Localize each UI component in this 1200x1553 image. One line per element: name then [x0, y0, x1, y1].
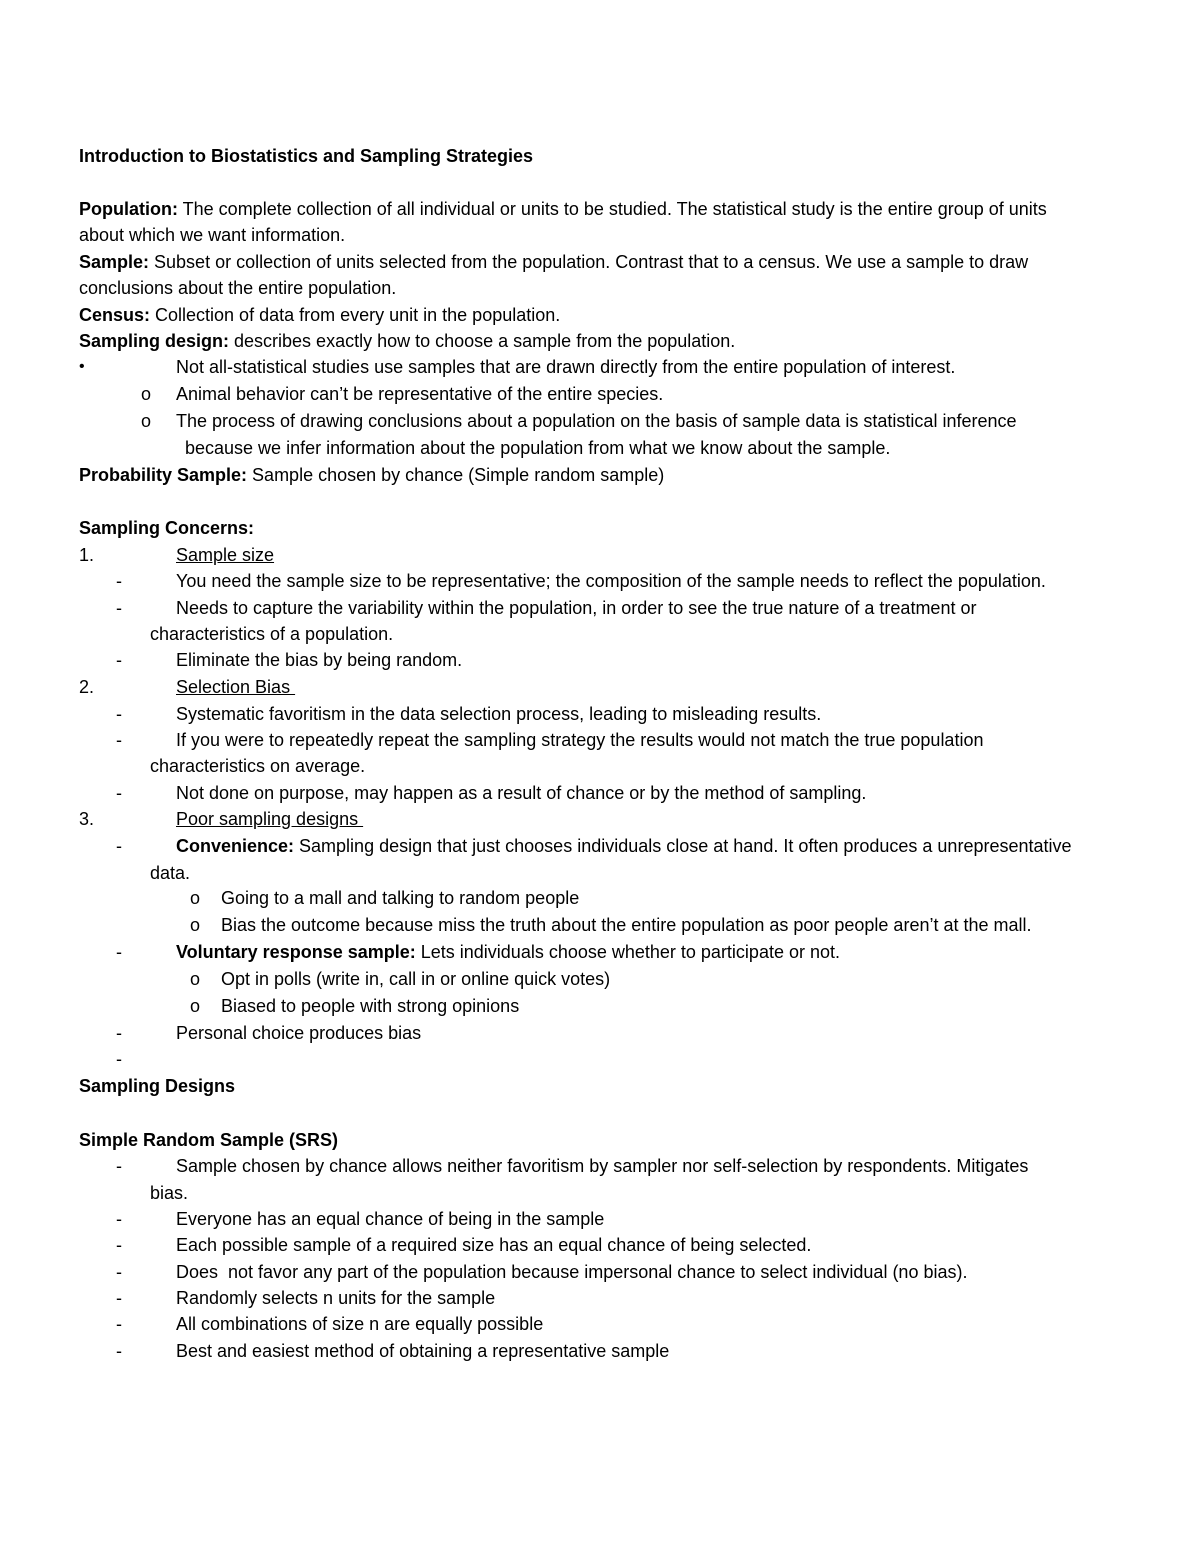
list-item-text: The process of drawing conclusions about a population on the basis of sample data is statistical inference: [176, 411, 1017, 431]
designs-heading: Sampling Designs: [79, 1076, 236, 1096]
list-item: [0, 939, 1200, 965]
list-item-text: If you were to repeatedly repeat the sampling strategy the results would not match the true population: [176, 730, 984, 750]
census-term: Census:: [79, 305, 151, 325]
list-item-text: Sample chosen by chance allows neither favoritism by sampler nor self-selection by respondents. Mitigates: [176, 1156, 1029, 1176]
sample-text: Subset or collection of units selected from the population. Contrast that to a census. We use a sample to draw: [149, 252, 1029, 272]
list-item: [0, 885, 1200, 911]
item-title: Poor sampling designs: [176, 809, 364, 829]
dash-marker: -: [116, 704, 122, 724]
design-text: describes exactly how to choose a sample from the population.: [229, 331, 736, 351]
dash-marker: -: [116, 783, 122, 803]
list-item-text: Each possible sample of a required size has an equal chance of being selected.: [176, 1235, 812, 1255]
list-item: [0, 595, 1200, 621]
list-item-text: Going to a mall and talking to random people: [221, 888, 580, 908]
list-item: [0, 408, 1200, 434]
list-item-text: Needs to capture the variability within the population, in order to see the true nature of a treatment or: [176, 598, 977, 618]
dash-marker: -: [116, 650, 122, 670]
list-item: [0, 780, 1200, 806]
list-item: [0, 701, 1200, 727]
list-item-text: Not all-statistical studies use samples that are drawn directly from the entire population of interest.: [176, 357, 956, 377]
concerns-heading-line: [0, 515, 1200, 541]
dash-marker: -: [116, 1156, 122, 1176]
list-item-text: Animal behavior can’t be representative of the entire species.: [176, 384, 664, 404]
dash-marker: -: [116, 730, 122, 750]
list-item-cont: [0, 1180, 1200, 1206]
list-item-text: Randomly selects n units for the sample: [176, 1288, 496, 1308]
list-item-text: You need the sample size to be representative; the composition of the sample needs to reflect the population.: [176, 571, 1046, 591]
concerns-heading: Sampling Concerns:: [79, 518, 255, 538]
dash-marker: -: [116, 1235, 122, 1255]
dash-marker: -: [116, 1314, 122, 1334]
list-item-text: Sampling design that just chooses individuals close at hand. It often produces a unrepresentative: [294, 836, 1072, 856]
numbered-item: [0, 806, 1200, 832]
circle-marker: o: [141, 384, 152, 404]
dash-marker: -: [116, 1023, 122, 1043]
bullet-marker: •: [79, 358, 85, 375]
list-item-cont: [0, 753, 1200, 779]
list-item: [0, 381, 1200, 407]
list-item-text: Does not favor any part of the population because impersonal chance to select individual (no bias).: [176, 1262, 968, 1282]
census-text: Collection of data from every unit in the population.: [150, 305, 561, 325]
list-item: [0, 993, 1200, 1019]
list-item-text: Personal choice produces bias: [176, 1023, 422, 1043]
list-item: [0, 568, 1200, 594]
dash-marker: -: [116, 1209, 122, 1229]
probability-term: Probability Sample:: [79, 465, 248, 485]
circle-marker: o: [190, 888, 201, 908]
item-number: 1.: [79, 545, 95, 565]
list-item-text: All combinations of size n are equally possible: [176, 1314, 544, 1334]
design-definition: [0, 328, 1200, 354]
list-item-text: Bias the outcome because miss the truth about the entire population as poor people aren’t at the mall.: [221, 915, 1032, 935]
list-item: [0, 1259, 1200, 1285]
list-item-cont: [0, 860, 1200, 886]
voluntary-term: Voluntary response sample:: [176, 942, 416, 962]
design-term: Sampling design:: [79, 331, 230, 351]
sample-definition: [0, 249, 1200, 275]
srs-heading-line: [0, 1127, 1200, 1153]
srs-heading: Simple Random Sample (SRS): [79, 1130, 339, 1150]
probability-definition: [0, 462, 1200, 488]
item-number: 2.: [79, 677, 95, 697]
item-title: Sample size: [176, 545, 275, 565]
list-item-text: characteristics on average.: [150, 756, 366, 776]
list-item-text: Eliminate the bias by being random.: [176, 650, 463, 670]
numbered-item: [0, 542, 1200, 568]
list-item: [0, 912, 1200, 938]
circle-marker: o: [190, 996, 201, 1016]
dash-marker: -: [116, 571, 122, 591]
list-item: [0, 833, 1200, 859]
population-term: Population:: [79, 199, 178, 219]
designs-heading-line: [0, 1073, 1200, 1099]
population-definition: [0, 196, 1200, 222]
probability-text: Sample chosen by chance (Simple random sample): [247, 465, 665, 485]
list-item: [0, 1020, 1200, 1046]
convenience-term: Convenience:: [176, 836, 295, 856]
list-item: [0, 354, 1200, 380]
list-item-text: bias.: [150, 1183, 189, 1203]
dash-marker: -: [116, 1288, 122, 1308]
population-text: The complete collection of all individual or units to be studied. The statistical study is the entire group of units: [177, 199, 1047, 219]
dash-marker: -: [116, 942, 122, 962]
document-title: Introduction to Biostatistics and Sampling Strategies: [79, 146, 534, 166]
circle-marker: o: [190, 915, 201, 935]
list-item: [0, 1046, 1200, 1072]
dash-marker: -: [116, 1262, 122, 1282]
list-item: [0, 1285, 1200, 1311]
sample-definition-cont: [0, 275, 1200, 301]
item-title: Selection Bias: [176, 677, 296, 697]
list-item: [0, 1153, 1200, 1179]
list-item-text: Biased to people with strong opinions: [221, 996, 520, 1016]
list-item-text: because we infer information about the population from what we know about the sample.: [185, 438, 891, 458]
list-item-cont: [0, 621, 1200, 647]
population-text-cont: about which we want information.: [79, 225, 346, 245]
list-item-cont: [0, 435, 1200, 461]
circle-marker: o: [190, 969, 201, 989]
census-definition: [0, 302, 1200, 328]
sample-text-cont: conclusions about the entire population.: [79, 278, 397, 298]
list-item-text: Everyone has an equal chance of being in the sample: [176, 1209, 605, 1229]
list-item: [0, 727, 1200, 753]
list-item-text: Best and easiest method of obtaining a representative sample: [176, 1341, 670, 1361]
item-number: 3.: [79, 809, 95, 829]
list-item-text: Opt in polls (write in, call in or online quick votes): [221, 969, 611, 989]
document-title-line: [0, 143, 1200, 169]
list-item-text: Lets individuals choose whether to participate or not.: [415, 942, 840, 962]
list-item-text: characteristics of a population.: [150, 624, 394, 644]
circle-marker: o: [141, 411, 152, 431]
numbered-item: [0, 674, 1200, 700]
list-item: [0, 966, 1200, 992]
dash-marker: -: [116, 598, 122, 618]
sample-term: Sample:: [79, 252, 150, 272]
list-item-text: Systematic favoritism in the data selection process, leading to misleading results.: [176, 704, 822, 724]
list-item-text: Not done on purpose, may happen as a result of chance or by the method of sampling.: [176, 783, 867, 803]
list-item: [0, 1232, 1200, 1258]
list-item: [0, 647, 1200, 673]
dash-marker: -: [116, 1341, 122, 1361]
list-item-text: data.: [150, 863, 191, 883]
dash-marker: -: [116, 1049, 122, 1069]
list-item: [0, 1311, 1200, 1337]
list-item: [0, 1206, 1200, 1232]
list-item: [0, 1338, 1200, 1364]
population-definition-cont: [0, 222, 1200, 248]
dash-marker: -: [116, 836, 122, 856]
